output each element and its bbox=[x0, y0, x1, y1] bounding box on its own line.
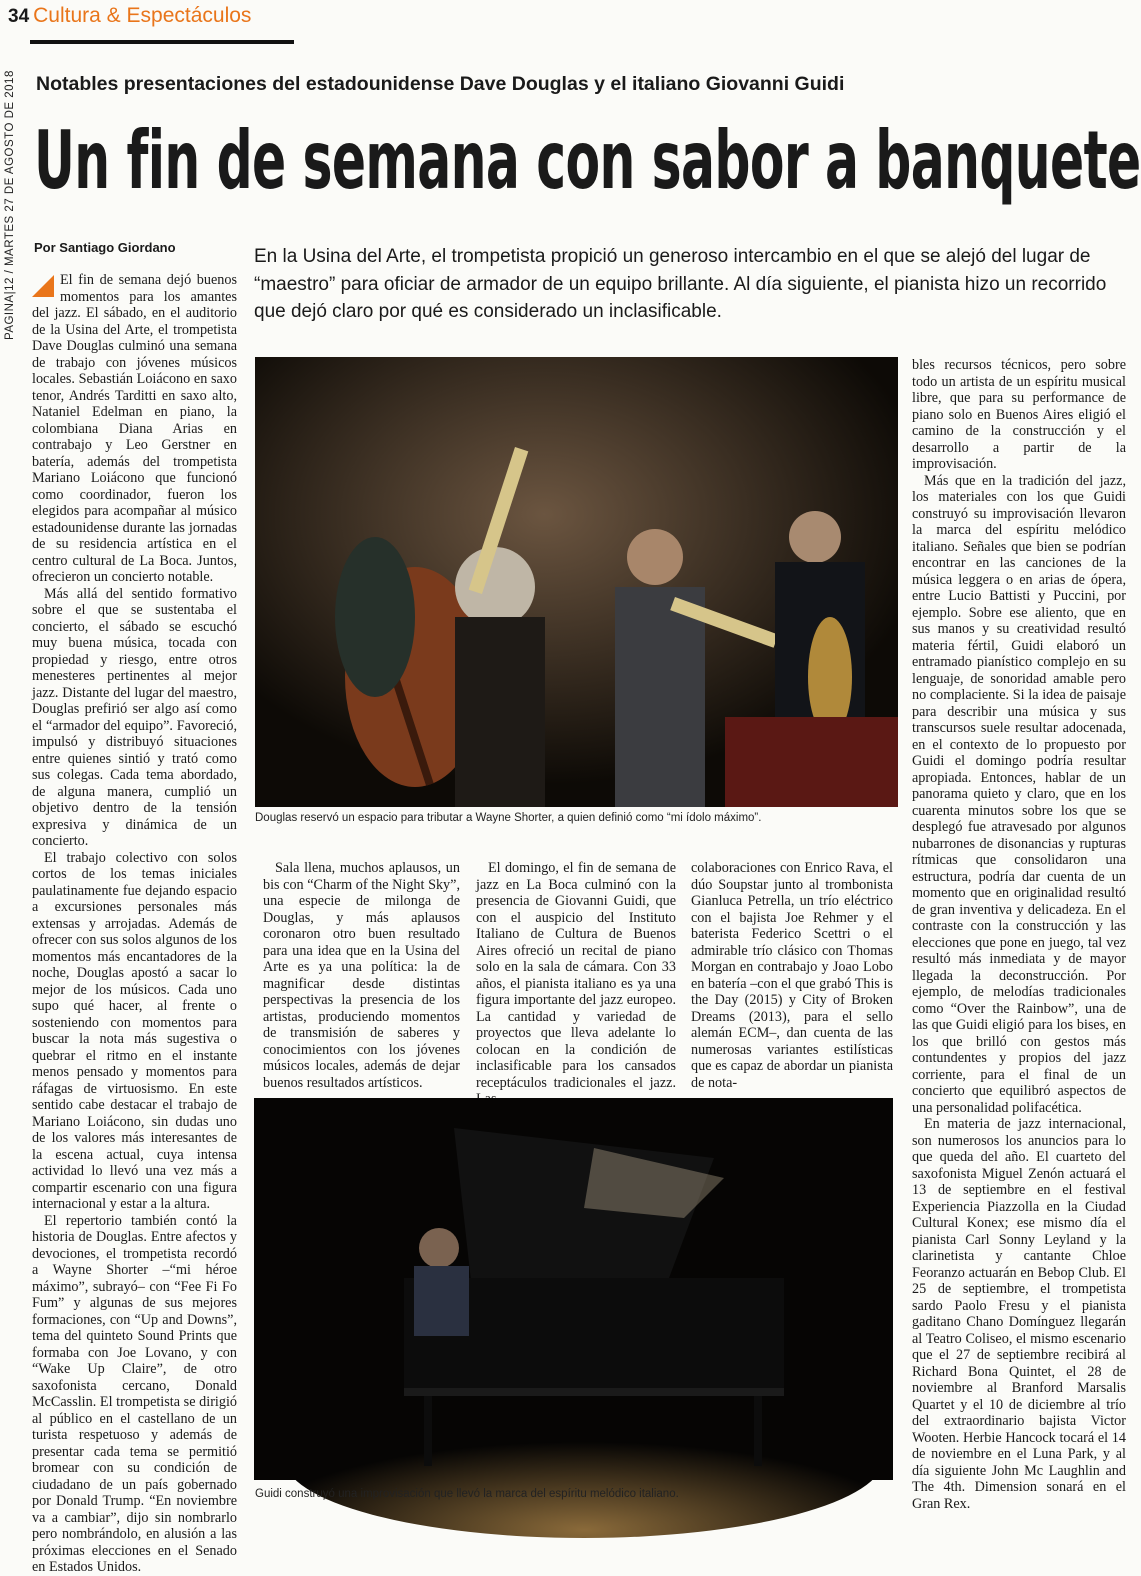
piano-photo-icon bbox=[254, 1098, 893, 1480]
article-paragraph: El domingo, el fin de semana de jazz en La Boca culminó con la presencia de Giovanni Guidi, que con el auspicio del Instituto Italiano de Cultura de Buenos Aires ofreció un recital de piano solo en la sala de cámara. Con 33 años, el pianista italiano es ya una figura importante del jazz europeo. La cantidad y variedad de proyectos que lleva adelante lo colocan en la condición de inclasificable para los cansados receptáculos tradicionales el jazz. bbox=[476, 860, 676, 1091]
page-number: 34 bbox=[8, 6, 30, 27]
kicker: Notables presentaciones del estadounidense Dave Douglas y el italiano Giovanni Guidi bbox=[36, 73, 845, 95]
byline: Por Santiago Giordano bbox=[34, 240, 176, 255]
article-paragraph bbox=[32, 272, 237, 586]
paragraph-text: El fin de semana dejó buenos momentos para los amantes del jazz. El sábado, en el auditorio de la Usina del Arte, el trompetista Dave Douglas culminó una semana de trabajo con jóvenes músicos locales. Sebastián Loiácono en saxo tenor, Andrés Tarditti en saxo alto, Nataniel Edelman en piano, la colombiana Diana Arias en contrabajo y Leo Gerstner en batería, además del trompetista Mariano Loiácono que funcionó como coordinador, fueron los elegidos para acompañar al músico estadounidense durante las jornadas de su residencia artística en el centro cultural de La Boca. Juntos, ofrecieron un concierto notable. bbox=[32, 272, 237, 585]
article-column-5 bbox=[912, 357, 1126, 1517]
page-sideline bbox=[2, 40, 24, 340]
article-column-1 bbox=[32, 272, 237, 1575]
section-marker-icon bbox=[32, 275, 54, 297]
article-column-3 bbox=[476, 860, 676, 1091]
article-paragraph: En materia de jazz internacional, son numerosos los anuncios para lo que queda del año. El cuarteto del saxofonista Miguel Zenón actuará el 13 de septiembre en el festival Experiencia Piazzolla en la Ciudad Cultural Konex; ese mismo día el pianista Carl Sonny Leyland y la clarinetista y cantante Chloe Feoranzo actuarán en Bebop Club. El 25 de septiembre, el trompetista sardo Paolo Fresu y el pianista gaditano Chano Domínguez llegarán al Teatro Coliseo, el mismo escenario que el 27 de septiembre recibirá al Richard Bona Quintet, el 28 de noviembre al Branford Marsalis Quartet y el 10 de diciembre al trío del extraordinario bajista Victor Wooten. Herbie Hancock tocará el 14 de noviembre en el Luna Park, y al día siguiente John Mc Laughlin and The 4th. Dimension sonará en el Gran Rex. bbox=[912, 1116, 1126, 1512]
article-paragraph: Más allá del sentido formativo sobre el que se sustentaba el concierto, el sábado se escuchó muy buena música, tocada con propiedad y riesgo, entre otros menesteres pertinentes al mejor jazz. Distante del lugar del maestro, Douglas prefirió ser algo así como el “armador del equipo”. Favoreció, impulsó y distribuyó situaciones entre quienes sintió y trató como sus colegas. Cada tema abordado, de alguna manera, cumplió un objetivo dentro de la tensión expresiva y dinámica de un concierto. bbox=[32, 585, 237, 849]
sideline-text: PAGINA|12 / MARTES 27 DE AGOSTO DE 2018 bbox=[4, 70, 16, 340]
article-paragraph: El repertorio también contó la historia de Douglas. Entre afectos y devociones, el trompetista recordó a Wayne Shorter –“mi héroe máximo”, subrayó– con “Fee Fi Fo Fum” y algunas de sus mejores formaciones, con “Up and Downs”, tema del quinteto Sound Prints que formaba con Joe Lovano, y con “Wake Up Claire”, de otro saxofonista cercano, Donald McCasslin. El trompetista se dirigió al público en el castellano de un turista respetuoso y además de presentar cada tema se permitió bromear con su condición de ciudadano de un país gobernado por Donald Trump. “En noviembre va a cambiar”, dijo sin nombrarlo pero nombrándolo, en alusión a las próximas elecciones en el Senado en Estados Unidos. bbox=[32, 1212, 237, 1575]
lead-paragraph: En la Usina del Arte, el trompetista propició un generoso intercambio en el que se alejó del lugar de “maestro” para oficiar de armador de un equipo brillante. Al día siguiente, el pianista hizo un recorrido que dejó claro por qué es considerado un inclasificable. bbox=[254, 246, 1107, 322]
stage-photo-icon bbox=[255, 357, 898, 807]
section-rule bbox=[30, 40, 294, 44]
article-paragraph: colaboraciones con Enrico Rava, el dúo Soupstar junto al trombonista Gianluca Petrella, un trío eléctrico con el bajista Joe Rehmer y el baterista Federico Scettri o el admirable trío clásico con Thomas Morgan en contrabajo y Joao Lobo en batería –con el que grabó This is the Day (2015) y City of Broken Dreams (2013), para el sello alemán ECM–, dan cuenta de las numerosas variantes estilísticas que es capaz de abordar un pianista de nota- bbox=[691, 860, 893, 1091]
photo-caption: Guidi construyó una improvisación que llevó la marca del espíritu melódico italiano. bbox=[255, 1488, 679, 1500]
article-column-4 bbox=[691, 860, 893, 1091]
photo-douglas-band bbox=[255, 357, 898, 807]
article-paragraph: Más que en la tradición del jazz, los materiales con los que Guidi construyó su improvisación llevaron la marca del espíritu melódico italiano. Señales que bien se podrían encontrar en las canciones de la música leggera o en arias de ópera, entre Lucio Battisti y Puccini, por ejemplo. Sobre ese aliento, que en sus manos y su creatividad resultó materia fértil, Guidi elaboró un entramado pianístico complejo en su lenguaje, de sonoridad amable pero no complaciente. Si la idea de paisaje para describir una música y sus transcursos suele resultar adocenada, en el contexto de lo propuesto por Guidi el domingo podría resultar apropiada. Entonces, hablar de un panorama quieto y claro, que en los cuarenta minutos sobre los que se desplegó fue atravesado por algunos nubarrones de disonancias y rupturas rítmicas que consolidaron una estructura, podría dar cuenta de un momento que en originalidad resultó de gran inventiva y delicadeza. En el contraste con la construcción y las elecciones que pone en juego, tal vez resultó más inmediata y de mayor llegada la deconstrucción. Por ejemplo, de melodías tradicionales como “Over the Rainbow”, una de las que Guidi eligió para los bises, en los que brilló con gestos más contundentes y propios del jazz corriente, para el final de un concierto que equilibró aspectos de una personalidad polifacética. bbox=[912, 472, 1126, 1116]
headline: Un fin de semana con sabor a banquete bbox=[34, 114, 1141, 207]
article-column-2 bbox=[263, 860, 460, 1091]
photo-guidi-piano bbox=[254, 1098, 893, 1480]
section-name: Cultura & Espectáculos bbox=[33, 4, 252, 27]
section-header bbox=[8, 4, 251, 34]
article-paragraph: bles recursos técnicos, pero sobre todo un artista de un espíritu musical libre, que para su performance de piano solo en Buenos Aires eligió el camino de la construcción y el desarrollo a partir de la improvisación. bbox=[912, 357, 1126, 472]
photo-caption: Douglas reservó un espacio para tributar a Wayne Shorter, a quien definió como “mi ídolo máximo”. bbox=[255, 812, 762, 824]
article-paragraph: Sala llena, muchos aplausos, un bis con “Charm of the Night Sky”, una especie de milonga de Douglas, y más aplausos coronaron otro buen resultado para una idea que en la Usina del Arte es ya una política: la de magnificar desde distintas perspectivas la presencia de los artistas, produciendo momentos de transmisión de saberes y conocimientos con los jóvenes músicos locales, además de dejar buenos resultados artísticos. bbox=[263, 860, 460, 1091]
article-paragraph: El trabajo colectivo con solos cortos de los temas iniciales paulatinamente fue dejando espacio a excursiones personales más extensas y arrojadas. Además de ofrecer con sus solos algunos de los momentos más encantadores de la noche, Douglas apostó a sacar lo mejor de los músicos. Cada uno supo qué hacer, al frente o sosteniendo con momentos para buscar la nota más sugestiva o quebrar el ritmo en el instante menos pensado y momentos para ráfagas de virtuosismo. En este sentido cabe destacar el trabajo de Mariano Loiácono, sin dudas uno de los valores más interesantes de la escena actual, cuya intensa actividad lo llevó una vez más a compartir escenario con una figura internacional y estar a la altura. bbox=[32, 849, 237, 1212]
